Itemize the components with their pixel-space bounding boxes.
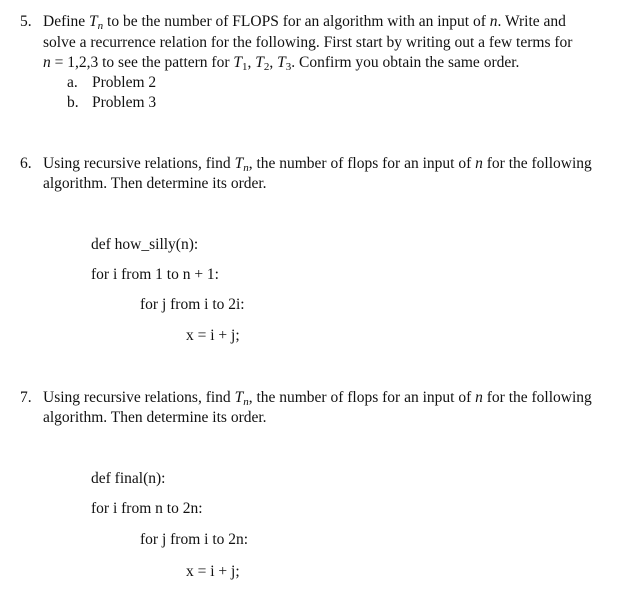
q5-sub-item-a-marker: a. xyxy=(67,74,78,91)
q7-line-1-text-b: , the number of flops for an input of xyxy=(248,389,476,406)
q6-number: 6. xyxy=(20,155,32,172)
q7-number: 7. xyxy=(20,389,32,406)
q5-line-3 xyxy=(43,54,519,72)
q5-line-1-text-b: to be the number of FLOPS for an algorithm with an input of xyxy=(103,13,490,30)
q7-line-1-text-c: for the following xyxy=(482,389,592,406)
q6-line-1-text-c: for the following xyxy=(482,155,592,172)
q6-code-line-4: x = i + j; xyxy=(186,327,240,344)
q7-code-line-4: x = i + j; xyxy=(186,563,240,580)
q7-code-line-1: def final(n): xyxy=(91,470,166,487)
q6-line-2: algorithm. Then determine its order. xyxy=(43,175,267,192)
q5-var-T: T xyxy=(89,13,98,30)
q5-var-n: n xyxy=(489,13,498,30)
q6-line-1 xyxy=(43,155,592,173)
q6-var-n: n xyxy=(475,155,483,172)
q5-line-2: solve a recurrence relation for the following. First start by writing out a few terms for xyxy=(43,34,573,51)
q5-var-T3-sub: 3 xyxy=(285,61,292,73)
q6-line-1-text-b: , the number of flops for an input of xyxy=(248,155,476,172)
q5-var-T2: T xyxy=(255,54,264,71)
q5-line-3-text-a: = 1,2,3 to see the pattern for xyxy=(50,54,234,71)
q6-code-line-3: for j from i to 2i: xyxy=(140,296,245,313)
q5-comma-1: , xyxy=(247,54,256,71)
q5-var-T1: T xyxy=(233,54,243,71)
q7-line-1 xyxy=(43,389,592,407)
q6-var-T: T xyxy=(234,155,244,172)
q7-code-line-2: for i from n to 2n: xyxy=(91,500,203,517)
q5-line-1 xyxy=(43,13,566,31)
q5-comma-2: , xyxy=(269,54,278,71)
q5-line-3-var-n: n xyxy=(43,54,51,71)
q6-var-T-sub: n xyxy=(243,162,249,174)
q7-line-2: algorithm. Then determine its order. xyxy=(43,409,267,426)
q5-line-1-text-c: . Write and xyxy=(497,13,566,30)
q7-var-T-sub: n xyxy=(243,396,249,408)
q5-var-T1-sub: 1 xyxy=(242,61,248,73)
q6-line-1-text-a: Using recursive relations, find xyxy=(43,155,235,172)
q5-line-1-text-a: Define xyxy=(43,13,90,30)
q5-var-T-sub: n xyxy=(97,20,104,32)
q6-code-line-1: def how_silly(n): xyxy=(91,236,199,253)
q5-sub-item-b-marker: b. xyxy=(67,94,79,111)
q6-code-line-2: for i from 1 to n + 1: xyxy=(91,266,219,283)
q5-number: 5. xyxy=(20,13,32,30)
q7-var-n: n xyxy=(475,389,483,406)
q7-var-T: T xyxy=(234,389,244,406)
q7-code-line-3: for j from i to 2n: xyxy=(140,531,249,548)
q5-sub-item-a-text: Problem 2 xyxy=(92,74,157,91)
q5-line-3-text-b: . Confirm you obtain the same order. xyxy=(291,54,520,71)
q5-sub-item-b-text: Problem 3 xyxy=(92,94,157,111)
q5-var-T3: T xyxy=(277,54,286,71)
q7-line-1-text-a: Using recursive relations, find xyxy=(43,389,235,406)
q5-var-T2-sub: 2 xyxy=(263,61,270,73)
